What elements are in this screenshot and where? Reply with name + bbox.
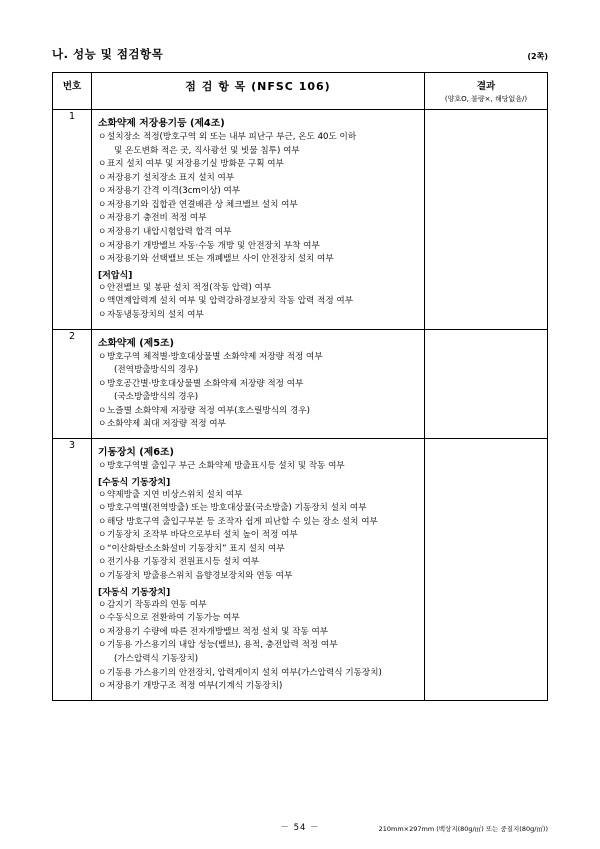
check-item-label: 기동장치 조작부 바닥으로부터 설치 높이 적정 여부 [107, 530, 298, 541]
result-cell[interactable] [425, 329, 548, 438]
check-item [98, 612, 419, 626]
row-number: 3 [53, 438, 92, 700]
check-item-label: 방호구역별 출입구 부근 소화약제 방출표시등 설치 및 작동 여부 [107, 460, 345, 471]
circle-bullet-icon: ㅇ [98, 530, 107, 541]
check-item [98, 295, 419, 309]
check-item [98, 599, 419, 613]
check-item [98, 158, 419, 172]
circle-bullet-icon: ㅇ [98, 489, 107, 500]
check-item [98, 131, 419, 145]
check-item [98, 309, 419, 323]
check-item-label: 방호공간별·방호대상물별 소화약제 저장량 적정 여부 [107, 378, 304, 389]
circle-bullet-icon: ㅇ [98, 240, 107, 251]
check-item-label: [저압식] [98, 270, 133, 281]
group-title: 기동장치 (제6조) [98, 446, 174, 458]
table-header-row [53, 73, 548, 110]
row-items [92, 329, 425, 438]
page-header [52, 46, 548, 62]
check-item-label: 감지기 작동과의 연동 여부 [107, 599, 207, 610]
check-item [98, 199, 419, 213]
circle-bullet-icon: ㅇ [98, 460, 107, 471]
table-header [53, 73, 548, 110]
circle-bullet-icon: ㅇ [98, 213, 107, 224]
subsection-heading [98, 585, 419, 598]
check-item-label: 약제방출 지연 비상스위치 설치 여부 [107, 489, 243, 500]
check-item-label: “이산화탄소소화설비 기동장치” 표지 설치 여부 [107, 543, 285, 554]
check-item-label: 저장용기와 집합관 연결배관 상 체크밸브 설치 여부 [107, 199, 298, 210]
column-header-result: 결과 (양호O, 불량×, 해당없음/) [425, 73, 548, 110]
circle-bullet-icon: ㅇ [98, 254, 107, 265]
circle-bullet-icon: ㅇ [98, 626, 107, 637]
result-cell[interactable] [425, 110, 548, 330]
circle-bullet-icon: ㅇ [98, 296, 107, 307]
check-item-continuation [98, 653, 419, 667]
check-item [98, 667, 419, 681]
check-item [98, 639, 419, 653]
group-title: 소화약제 (제5조) [98, 337, 174, 349]
check-item [98, 253, 419, 267]
check-item [98, 418, 419, 432]
page-footer [52, 821, 548, 833]
check-item-continuation [98, 364, 419, 378]
row-number: 1 [53, 110, 92, 330]
check-item-label: 저장용기 충전비 적정 여부 [107, 213, 207, 224]
check-item-label: 기동장치 방출용스위치 음향경보장치와 연동 여부 [107, 571, 293, 582]
check-item-label: 액면계압력계 설치 여부 및 압력강하경보장치 작동 압력 적정 여부 [107, 296, 353, 307]
circle-bullet-icon: ㅇ [98, 599, 107, 610]
row-items [92, 110, 425, 330]
check-item-label: 저장용기와 선택밸브 또는 개폐밸브 사이 안전장치 설치 여부 [107, 254, 334, 265]
page-mark: (2쪽) [527, 52, 548, 61]
check-item [98, 626, 419, 640]
circle-bullet-icon: ㅇ [98, 543, 107, 554]
column-header-no: 번호 [53, 73, 92, 110]
check-item-label: [수동식 기동장치] [98, 477, 171, 488]
check-item-label: 설치장소 적정(방호구역 외 또는 내부 피난구 부근, 온도 40도 이하 [107, 132, 357, 142]
circle-bullet-icon: ㅇ [98, 378, 107, 389]
check-item [98, 172, 419, 186]
check-item-label: 자동냉동장치의 설치 여부 [107, 309, 204, 320]
checklist-table [52, 72, 548, 701]
check-item-label: 저장용기 수량에 따른 전자개방밸브 적정 설치 및 작동 여부 [107, 626, 329, 637]
circle-bullet-icon: ㅇ [98, 159, 107, 170]
circle-bullet-icon: ㅇ [98, 282, 107, 293]
check-item [98, 570, 419, 584]
check-item-label: 및 온도변화 적은 곳, 직사광선 및 빗물 침투) 여부 [114, 145, 300, 156]
check-item-label: (가스압력식 기동장치) [114, 653, 199, 664]
table-row [53, 110, 548, 330]
check-item [98, 460, 419, 474]
circle-bullet-icon: ㅇ [98, 199, 107, 210]
check-item [98, 680, 419, 694]
check-item [98, 543, 419, 557]
circle-bullet-icon: ㅇ [98, 351, 107, 362]
circle-bullet-icon: ㅇ [98, 309, 107, 320]
check-item [98, 351, 419, 365]
circle-bullet-icon: ㅇ [98, 516, 107, 527]
circle-bullet-icon: ㅇ [98, 172, 107, 183]
result-cell[interactable] [425, 438, 548, 700]
check-item-label: [자동식 기동장치] [98, 587, 171, 598]
circle-bullet-icon: ㅇ [98, 132, 107, 142]
check-item-label: 저장용기 개방구조 적정 여부(기계식 기동장치) [107, 681, 283, 692]
check-item-label: 저장용기 내압시험압력 합격 여부 [107, 227, 232, 238]
row-items [92, 438, 425, 700]
check-item-label: 전기사용 기동장치 전원표시등 설치 여부 [107, 557, 260, 568]
check-item [98, 212, 419, 226]
check-item-label: 저장용기 간격 이격(3cm이상) 여부 [107, 186, 241, 197]
check-item-label: (전역방출방식의 경우) [114, 365, 199, 376]
check-item [98, 516, 419, 530]
circle-bullet-icon: ㅇ [98, 571, 107, 582]
check-item-continuation [98, 145, 419, 159]
check-item [98, 556, 419, 570]
table-body [53, 110, 548, 701]
check-item-label: 저장용기 설치장소 표지 설치 여부 [107, 172, 235, 183]
group-title: 소화약제 저장용기등 (제4조) [98, 118, 225, 129]
check-item [98, 502, 419, 516]
subsection-heading [98, 268, 419, 281]
circle-bullet-icon: ㅇ [98, 613, 107, 624]
check-item [98, 405, 419, 419]
row-number: 2 [53, 329, 92, 438]
check-item-label: (국소방출방식의 경우) [114, 392, 199, 403]
circle-bullet-icon: ㅇ [98, 681, 107, 692]
check-item-label: 저장용기 개방밸브 자동·수동 개방 및 안전장치 부착 여부 [107, 240, 320, 251]
check-item-continuation [98, 391, 419, 405]
check-item [98, 185, 419, 199]
table-row [53, 438, 548, 700]
check-item [98, 378, 419, 392]
check-item-label: 기동용 가스용기의 안전장치, 압력게이지 설치 여부(가스압력식 기동장치) [107, 667, 382, 678]
check-item [98, 529, 419, 543]
circle-bullet-icon: ㅇ [98, 503, 107, 514]
check-item-label: 노즐별 소화약제 저장량 적정 여부(호스릴방식의 경우) [107, 405, 310, 416]
circle-bullet-icon: ㅇ [98, 667, 107, 678]
check-item [98, 489, 419, 503]
circle-bullet-icon: ㅇ [98, 186, 107, 197]
check-item-label: 방호구역별(전역방출) 또는 방호대상물(국소방출) 기동장치 설치 여부 [107, 503, 367, 514]
circle-bullet-icon: ㅇ [98, 640, 107, 651]
table-row [53, 329, 548, 438]
check-item-label: 해당 방호구역 출입구부분 등 조작자 쉽게 피난할 수 있는 장소 설치 여부 [107, 516, 378, 527]
subsection-heading [98, 475, 419, 488]
check-item-label: 표지 설치 여부 및 저장용기실 방화문 구획 여부 [107, 159, 284, 170]
column-header-item: 점 검 항 목 (NFSC 106) [92, 73, 425, 110]
check-item-label: 기동용 가스용기의 내압 성능(밸브), 용적, 충전압력 적정 여부 [107, 640, 338, 651]
page-number: － 54 － [280, 823, 320, 833]
check-item [98, 240, 419, 254]
check-item-label: 안전밸브 및 봉판 설치 적정(작동 압력) 여부 [107, 282, 272, 293]
circle-bullet-icon: ㅇ [98, 557, 107, 568]
check-item-label: 소화약제 최대 저장량 적정 여부 [107, 419, 226, 430]
circle-bullet-icon: ㅇ [98, 419, 107, 430]
check-item [98, 226, 419, 240]
page-title: 나. 성능 및 점검항목 [52, 47, 164, 61]
check-item [98, 282, 419, 296]
circle-bullet-icon: ㅇ [98, 405, 107, 416]
check-item-label: 방호구역 체적별·방호대상물별 소화약제 저장량 적정 여부 [107, 351, 323, 362]
circle-bullet-icon: ㅇ [98, 227, 107, 238]
paper-spec-note: 210mm×297mm (백상지(80g/㎡) 또는 중질지(80g/㎡)) [378, 825, 548, 833]
check-item-label: 수동식으로 전환하여 기동가능 여부 [107, 613, 240, 624]
